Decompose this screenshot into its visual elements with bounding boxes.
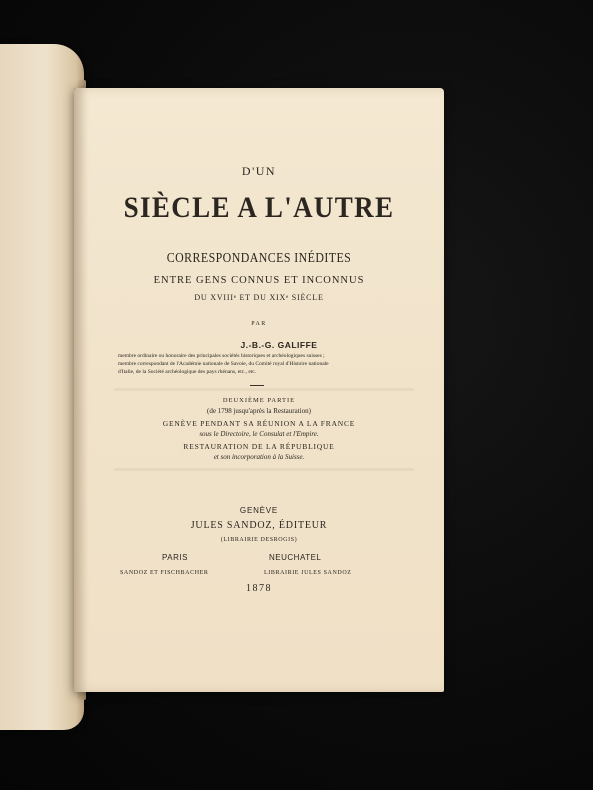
part-line: RESTAURATION DE LA RÉPUBLIQUE (183, 442, 335, 451)
century-line: DU XVIIIᵉ ET DU XIXᵉ SIÈCLE (194, 293, 324, 302)
book-subtitle: CORRESPONDANCES INÉDITES (166, 251, 352, 266)
author-bio-line: membre ordinaire ou honoraire des principales sociétés historiques et archéologiques suisses ; (118, 353, 325, 359)
title-page (74, 88, 444, 692)
title-preposition: D'UN (241, 164, 277, 178)
author-bio-line: membre correspondant de l'Académie nationale de Savoie, du Comité royal d'Histoire nationale (118, 361, 329, 367)
left-page (0, 44, 84, 730)
publication-year: 1878 (246, 583, 272, 594)
city-right: NEUCHATEL (269, 553, 322, 562)
publisher-left: SANDOZ ET FISCHBACHER (120, 570, 209, 576)
city-left: PARIS (162, 553, 188, 562)
library-name: (LIBRAIRIE DESROGIS) (220, 537, 298, 543)
divider (250, 385, 264, 386)
author-bio-line: d'Italie, de la Société archéologique des pays rhénans, etc., etc. (118, 369, 257, 375)
part-dates: (de 1798 jusqu'après la Restauration) (207, 407, 311, 415)
part-heading: DEUXIÈME PARTIE (222, 397, 296, 404)
show-through (114, 468, 414, 471)
imprint-city: GENÈVE (239, 506, 279, 515)
publisher-right: LIBRAIRIE JULES SANDOZ (264, 570, 352, 576)
author-name: J.-B.-G. GALIFFE (240, 340, 318, 350)
part-line: GENÈVE PENDANT SA RÉUNION A LA FRANCE (162, 419, 356, 428)
par-label: PAR (251, 321, 267, 327)
show-through (114, 388, 414, 391)
part-line: et son incorporation à la Suisse. (213, 453, 305, 461)
book-title: SIÈCLE A L'AUTRE (123, 191, 395, 224)
publisher-name: JULES SANDOZ, ÉDITEUR (190, 520, 328, 531)
part-line: sous le Directoire, le Consulat et l'Empire. (199, 430, 319, 438)
book-subtitle-line2: ENTRE GENS CONNUS ET INCONNUS (153, 275, 365, 286)
